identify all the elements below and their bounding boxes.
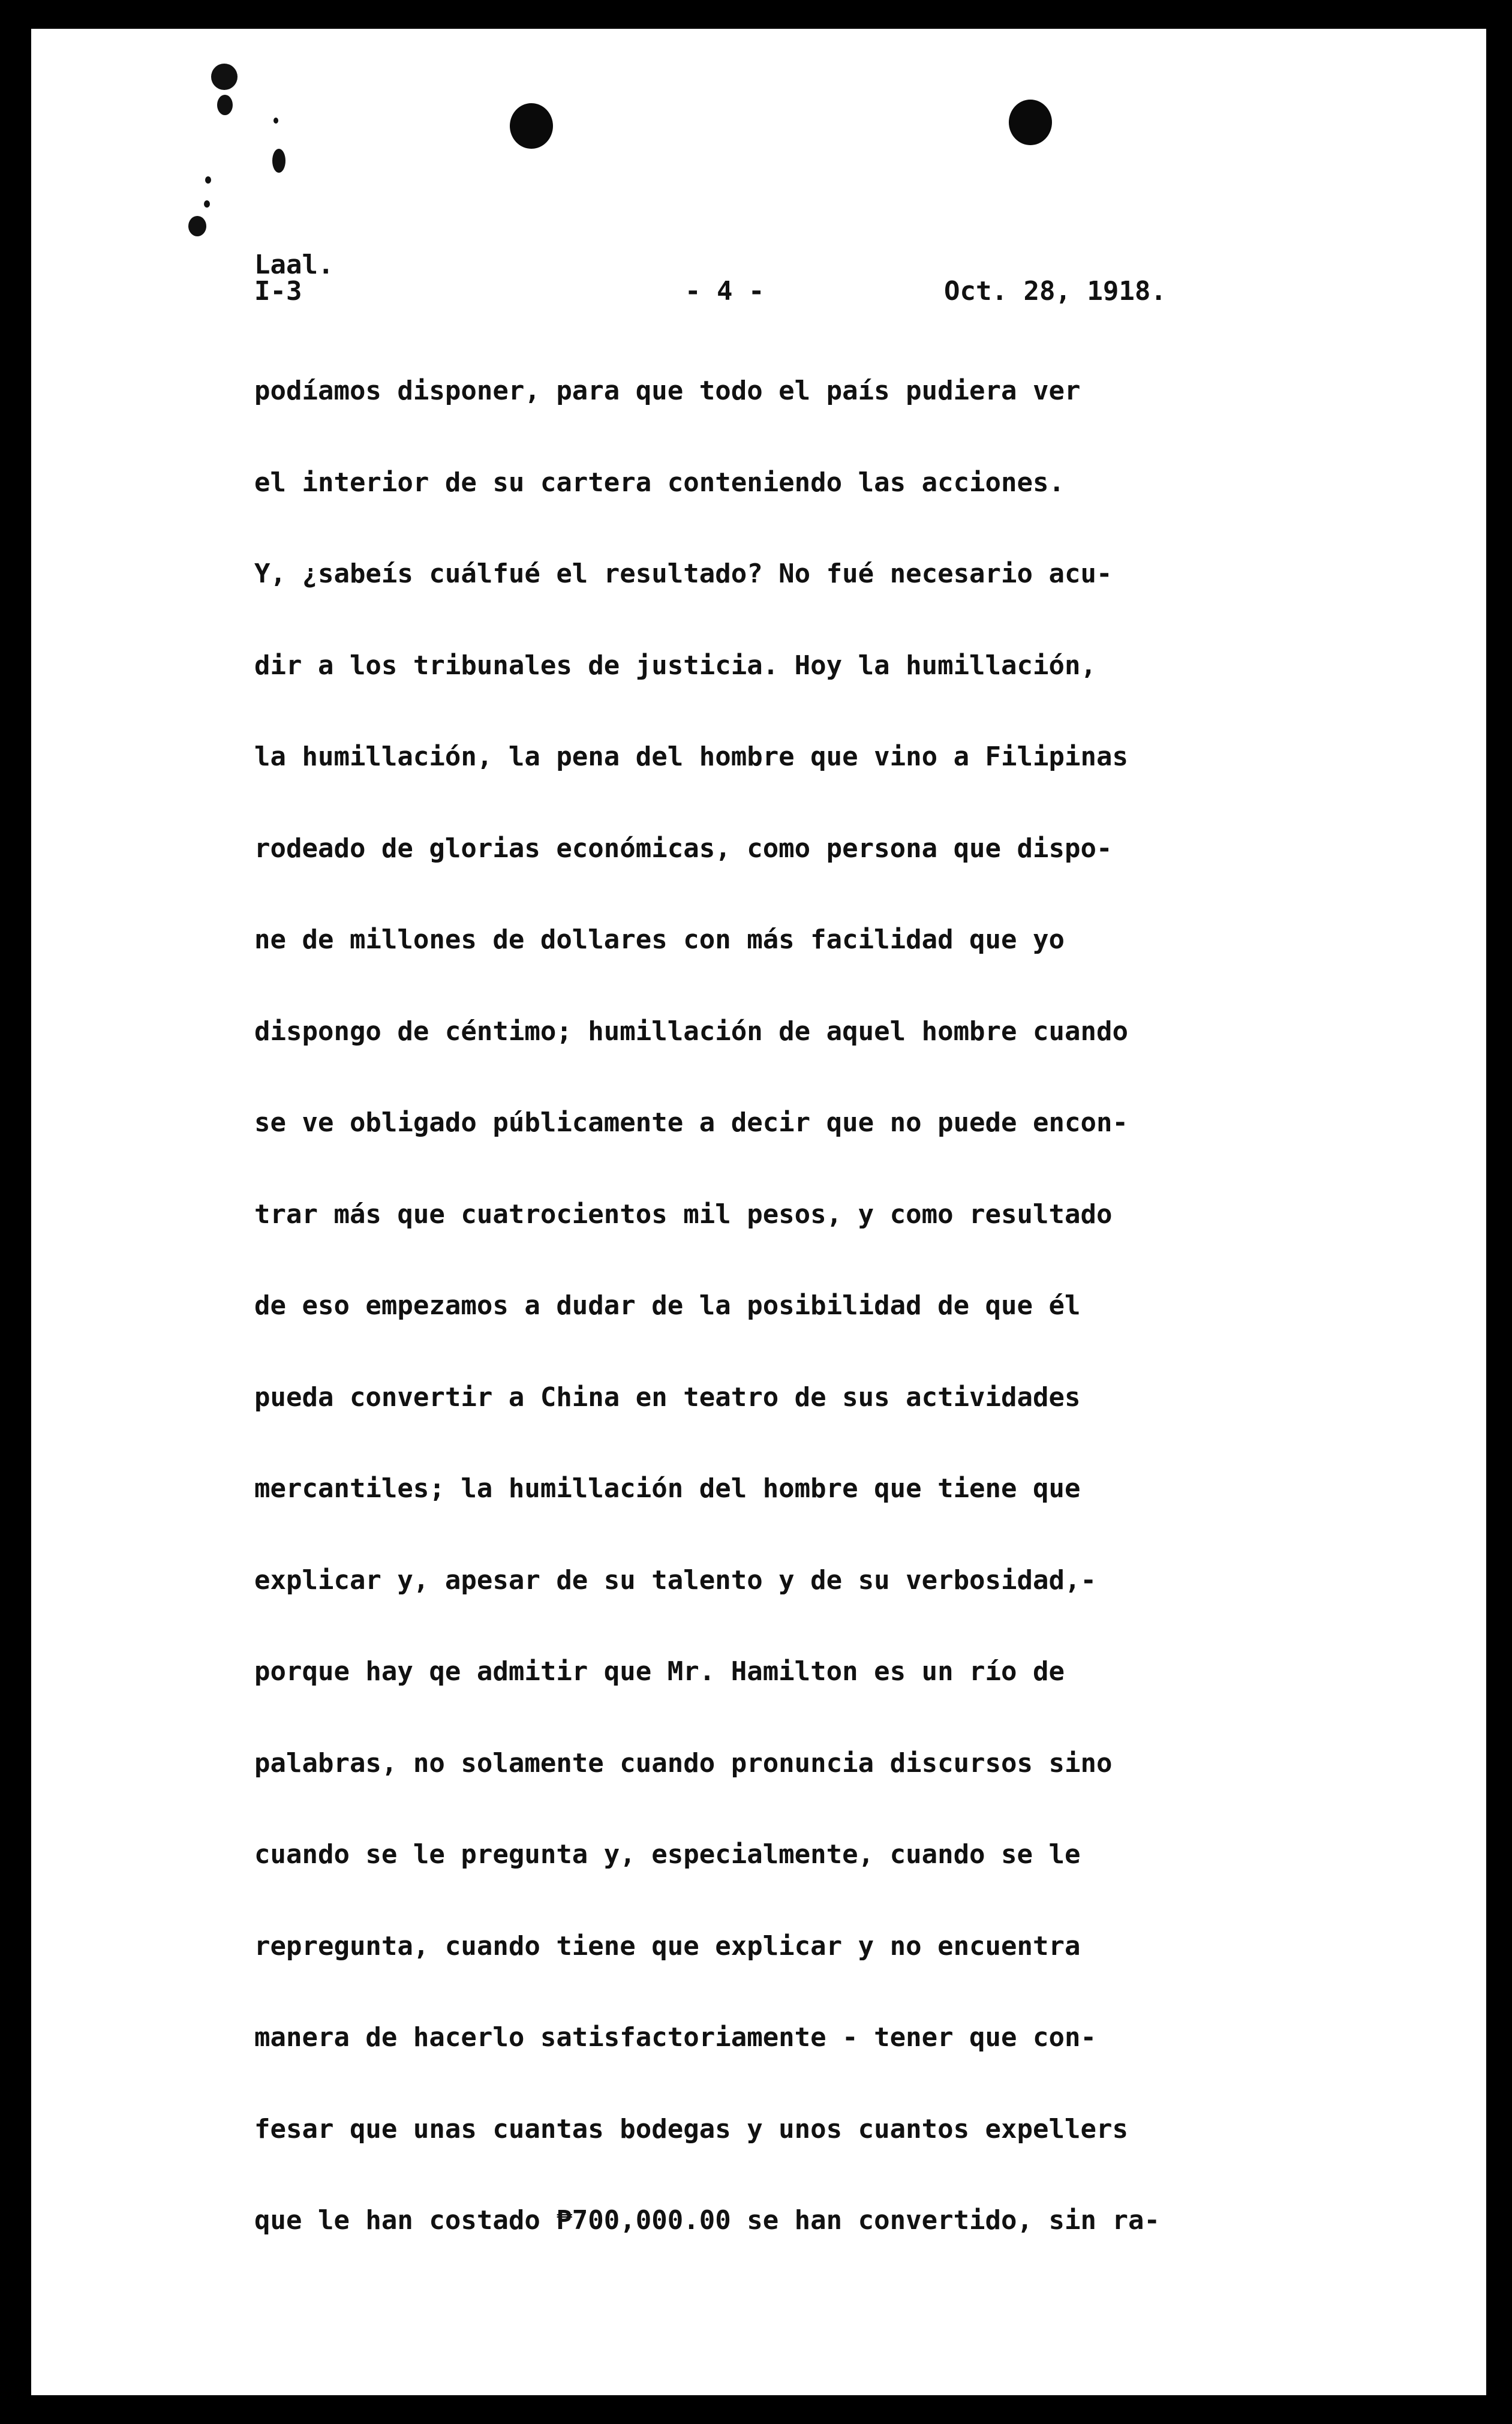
text-line: fesar que unas cuantas bodegas y unos cuantos expellers (254, 2113, 1128, 2144)
ink-blot (272, 149, 285, 173)
text-line: la humillación, la pena del hombre que vino a Filipinas (254, 741, 1128, 772)
punch-hole-left (510, 103, 553, 149)
document-page (31, 29, 1486, 2395)
document-date: Oct. 28, 1918. (944, 276, 1167, 307)
text-line: pueda convertir a China en teatro de sus actividades (254, 1381, 1081, 1413)
file-code-line-2: I-3 (254, 276, 302, 307)
text-line: el interior de su cartera conteniendo las acciones. (254, 467, 1065, 498)
text-line: cuando se le pregunta y, especialmente, cuando se le (254, 1839, 1081, 1870)
file-code-line-1: Laal. (254, 250, 334, 280)
text-line: Y, ¿sabeís cuálfué el resultado? No fué necesario acu- (254, 558, 1113, 589)
text-line: dispongo de céntimo; humillación de aquel hombre cuando (254, 1016, 1128, 1047)
body-text (254, 373, 1334, 2294)
text-line: ne de millones de dollares con más facilidad que yo (254, 924, 1065, 955)
page-number: - 4 - (685, 276, 765, 307)
ink-blot (211, 64, 238, 90)
text-line: porque hay qe admitir que Mr. Hamilton es un río de (254, 1656, 1065, 1687)
text-line: mercantiles; la humillación del hombre que tiene que (254, 1473, 1081, 1504)
punch-hole-right (1009, 100, 1052, 145)
text-line: trar más que cuatrocientos mil pesos, y como resultado (254, 1199, 1113, 1230)
text-line: explicar y, apesar de su talento y de su verbosidad,- (254, 1564, 1096, 1596)
text-line: repregunta, cuando tiene que explicar y no encuentra (254, 1930, 1081, 1962)
text-line: podíamos disponer, para que todo el país pudiera ver (254, 376, 1081, 406)
text-line: de eso empezamos a dudar de la posibilidad de que él (254, 1290, 1081, 1321)
text-line: manera de hacerlo satisfactoriamente - tener que con- (254, 2022, 1096, 2053)
ink-blot (204, 200, 210, 208)
text-line: rodeado de glorias económicas, como persona que dispo- (254, 833, 1113, 864)
text-line: palabras, no solamente cuando pronuncia discursos sino (254, 1747, 1113, 1779)
text-line: se ve obligado públicamente a decir que no puede encon- (254, 1107, 1128, 1138)
ink-blot (205, 176, 211, 184)
text-line: dir a los tribunales de justicia. Hoy la humillación, (254, 650, 1096, 681)
ink-blot (273, 118, 278, 124)
ink-blot (188, 216, 206, 236)
ink-blot (217, 95, 233, 115)
text-line: que le han costado ₱700,000.00 se han convertido, sin ra- (254, 2205, 1160, 2236)
